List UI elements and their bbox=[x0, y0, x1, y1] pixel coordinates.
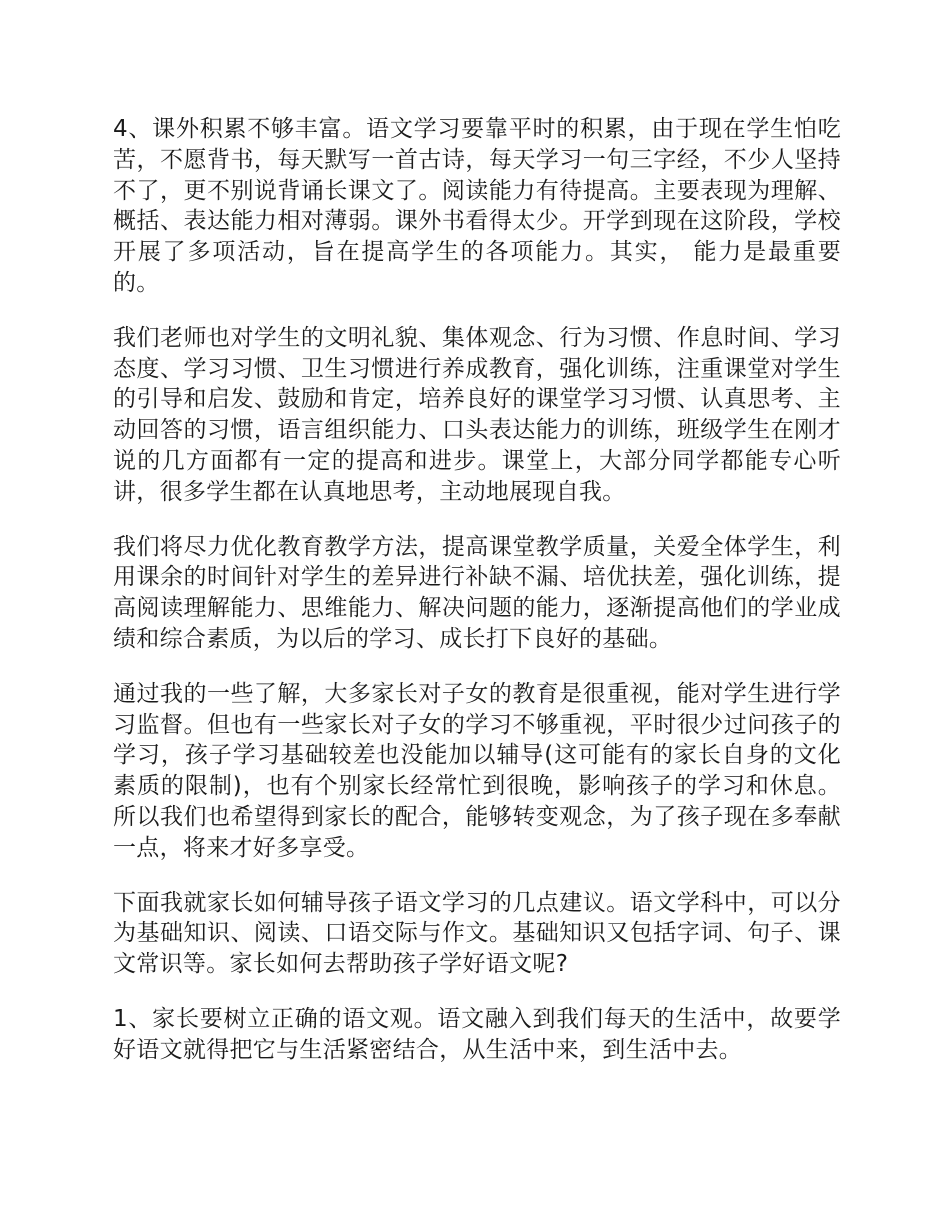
paragraph-parent-attention: 通过我的一些了解，大多家长对子女的教育是很重视，能对学生进行学习监督。但也有一些家长对子女的学习不够重视，平时很少过问孩子的学习，孩子学习基础较差也没能加以辅导(这可能有的家长自身的文化素质的限制)，也有个别家长经常忙到很晚，影响孩子的学习和休息。所以我们也希望得到家长的配合，能够转变观念，为了孩子现在多奉献一点，将来才好多享受。 bbox=[113, 680, 841, 861]
paragraph-suggestion-1: 1、家长要树立正确的语文观。语文融入到我们每天的生活中，故要学好语文就得把它与生活紧密结合，从生活中来，到生活中去。 bbox=[113, 1005, 841, 1063]
paragraph-teaching-methods: 我们将尽力优化教育教学方法，提高课堂教学质量，关爱全体学生，利用课余的时间针对学生的差异进行补缺不漏、培优扶差，强化训练，提高阅读理解能力、思维能力、解决问题的能力，逐渐提高他们的学业成绩和综合素质，为以后的学习、成长打下良好的基础。 bbox=[113, 533, 841, 652]
paragraph-suggestions-intro: 下面我就家长如何辅导孩子语文学习的几点建议。语文学科中，可以分为基础知识、阅读、口语交际与作文。基础知识又包括字词、句子、课文常识等。家长如何去帮助孩子学好语文呢? bbox=[113, 889, 841, 978]
paragraph-extracurricular-accumulation: 4、课外积累不够丰富。语文学习要靠平时的积累，由于现在学生怕吃苦，不愿背书，每天默写一首古诗，每天学习一句三字经，不少人坚持不了，更不别说背诵长课文了。阅读能力有待提高。主要表现为理解、概括、表达能力相对薄弱。课外书看得太少。开学到现在这阶段，学校开展了多项活动，旨在提高学生的各项能力。其实， 能力是最重要的。 bbox=[113, 116, 841, 296]
document-page bbox=[113, 114, 841, 1090]
paragraph-habit-education: 我们老师也对学生的文明礼貌、集体观念、行为习惯、作息时间、学习态度、学习习惯、卫生习惯进行养成教育，强化训练，注重课堂对学生的引导和启发、鼓励和肯定，培养良好的课堂学习习惯、认真思考、主动回答的习惯，语言组织能力、口头表达能力的训练，班级学生在刚才说的几方面都有一定的提高和进步。课堂上，大部分同学都能专心听讲，很多学生都在认真地思考，主动地展现自我。 bbox=[113, 324, 841, 505]
